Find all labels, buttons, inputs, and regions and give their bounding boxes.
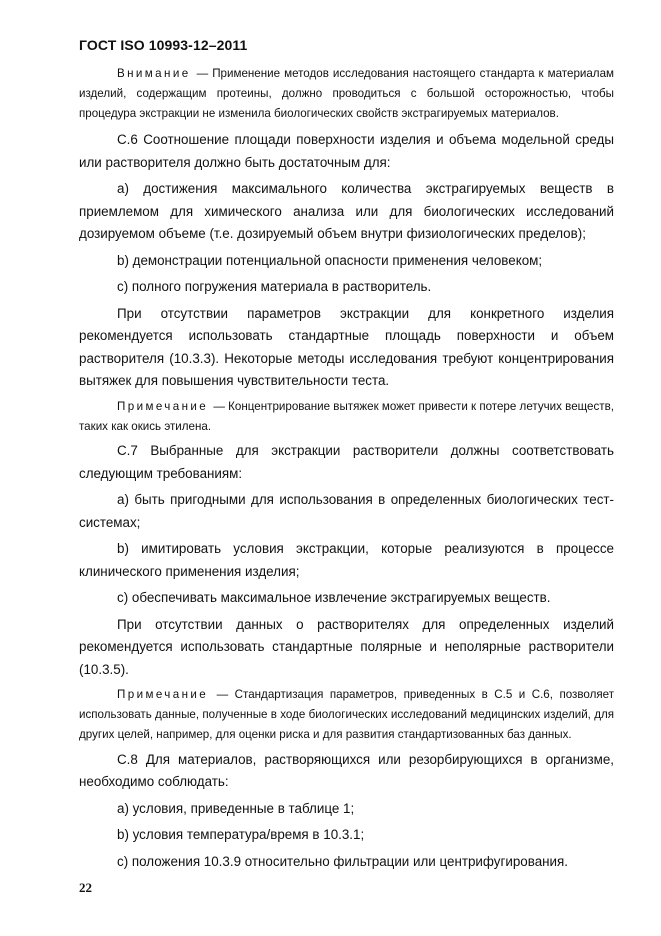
standard-code-header: ГОСТ ISO 10993-12–2011 bbox=[79, 37, 248, 53]
clause-c7-item-a: a) быть пригодными для использования в определенных биологических тест-системах; bbox=[79, 492, 614, 530]
clause-c8-intro: С.8 Для материалов, растворяющихся или резорбирующихся в организме, необходимо соблюдать: bbox=[79, 751, 614, 790]
clause-c8-item-c: c) положения 10.3.9 относительно фильтрации или центрифугирования. bbox=[117, 853, 568, 869]
clause-c6-item-a: a) достижения максимального количества экстрагируемых веществ в приемлемом для химического анализа или для биологических исследований дозируемом объеме (т.е. дозируемый объем внутри физиологических пределов); bbox=[79, 181, 614, 242]
clause-c7-intro: С.7 Выбранные для экстракции растворители должны соответствовать следующим требованиям: bbox=[79, 443, 614, 481]
document-body bbox=[79, 64, 614, 873]
clause-c8-item-b: b) условия температура/время в 10.3.1; bbox=[117, 827, 365, 843]
note-2-label: Примечание bbox=[117, 688, 209, 702]
clause-c6-intro: С.6 Соотношение площади поверхности изделия и объема модельной среды или растворителя должно быть достаточным для: bbox=[79, 132, 614, 170]
clause-c8-item-a: a) условия, приведенные в таблице 1; bbox=[117, 800, 355, 816]
note-1-label: Примечание bbox=[117, 399, 209, 413]
warning-note bbox=[79, 64, 614, 123]
note-2 bbox=[79, 685, 614, 744]
note-2-text: — Стандартизация параметров, приведенных в С.5 и С.6, позволяет использовать данные, полученные в ходе биологических исследований медицинских изделий, для других целей, например, для оценки риска и для развития стандартизованных баз данных. bbox=[79, 688, 614, 742]
clause-c7-item-c: c) обеспечивать максимальное извлечение экстрагируемых веществ. bbox=[117, 590, 551, 606]
clause-c6-item-c: c) полного погружения материала в растворитель. bbox=[117, 279, 432, 295]
note-1 bbox=[79, 397, 614, 437]
warning-label: Внимание bbox=[117, 67, 191, 80]
note-1-text: — Концентрирование вытяжек может привести к потере летучих веществ, таких как окись этилена. bbox=[79, 399, 614, 433]
warning-text: — Применение методов исследования настоящего стандарта к материалам изделий, содержащим протеины, должно проводиться с большой осторожностью, чтобы процедура экстракции не изменила биологических свойств экстрагируемых материалов. bbox=[79, 67, 614, 120]
clause-c7-paragraph: При отсутствии данных о растворителях для определенных изделий рекомендуется использовать стандартные полярные и неполярные растворители (10.3.5). bbox=[79, 616, 614, 677]
page-number: 22 bbox=[79, 880, 92, 895]
clause-c6-item-b: b) демонстрации потенциальной опасности применения человеком; bbox=[117, 252, 543, 268]
clause-c6-paragraph: При отсутствии параметров экстракции для конкретного изделия рекомендуется использовать стандартные площадь поверхности и объем растворителя (10.3.3). Некоторые методы исследования требуют концентрирования вытяжек для повышения чувствительности теста. bbox=[79, 305, 614, 389]
clause-c7-item-b: b) имитировать условия экстракции, которые реализуются в процессе клинического применения изделия; bbox=[79, 541, 614, 579]
